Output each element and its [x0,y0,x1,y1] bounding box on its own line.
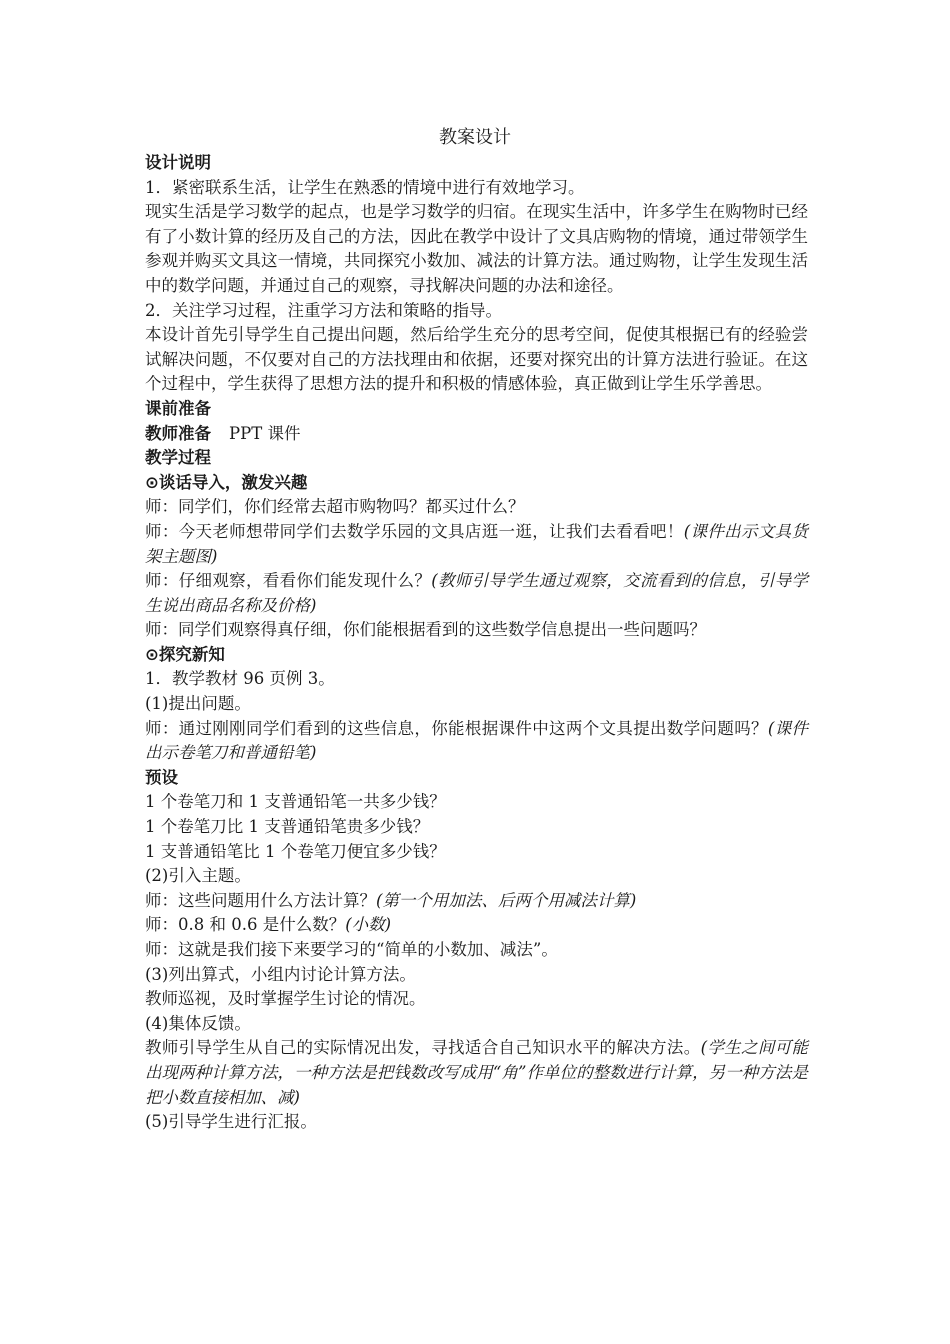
preset-question: 1 支普通铅笔比 1 个卷笔刀便宜多少钱？ [145,841,446,861]
point-2-paragraph: 本设计首先引导学生自己提出问题，然后给学生充分的思考空间，促使其根据已有的经验尝试解决问题，不仅要对自己的方法找理由和依据，还要对探究出的计算方法进行验证。在这个过程中，学生获得了思想方法的提升和积极的情感体验，真正做到让学生乐学善思。 [145,325,808,394]
dialogue-text: 师：仔细观察，看看你们能发现什么？ [145,571,432,591]
point-1-heading: 1．紧密联系生活，让学生在熟悉的情境中进行有效地学习。 [145,177,585,197]
list-item: 教师巡视，及时掌握学生讨论的情况。 [145,989,426,1009]
point-2-heading: 2．关注学习过程，注重学习方法和策略的指导。 [145,300,502,320]
dialogue-text: 师：这些问题用什么方法计算？ [145,890,376,910]
dialogue-line [145,569,808,618]
dialogue-line [145,520,808,569]
list-item: (5)引导学生进行汇报。 [145,1112,317,1132]
dialogue-text: 师：0.8 和 0.6 是什么数？ [145,915,346,935]
dialogue-line [145,717,808,766]
dialogue-line [145,1036,808,1110]
teacher-prep-line [145,422,808,447]
dialogue-text: 师：今天老师想带同学们去数学乐园的文具店逛一逛，让我们去看看吧！ [145,521,684,541]
section-heading-process: 教学过程 [145,448,211,468]
preset-question: 1 个卷笔刀比 1 支普通铅笔贵多少钱？ [145,817,430,837]
step-heading-explore: ⊙探究新知 [145,644,225,664]
preset-question: 1 个卷笔刀和 1 支普通铅笔一共多少钱？ [145,792,446,812]
teacher-note: (课件出示卷笔刀和普通铅笔) [145,718,809,763]
teacher-note: (课件出示文具货架主题图) [145,521,809,566]
section-heading-prep: 课前准备 [145,398,211,418]
list-item: (2)引入主题。 [145,866,251,886]
document-title: 教案设计 [439,127,511,148]
teacher-prep-label: 教师准备 [145,423,211,443]
dialogue-line: 师：同学们观察得真仔细，你们能根据看到的这些数学信息提出一些问题吗？ [145,620,706,640]
teacher-note: (第一个用加法、后两个用减法计算) [376,890,637,910]
dialogue-line [145,889,808,914]
teacher-note: (学生之间可能出现两种计算方法，一种方法是把钱数改写成用“角”作单位的整数进行计算，另一种方法是把小数直接相加、减) [145,1038,809,1107]
list-item: 1．教学教材 96 页例 3。 [145,669,335,689]
list-item: (3)列出算式，小组内讨论计算方法。 [145,964,416,984]
point-1-paragraph: 现实生活是学习数学的起点，也是学习数学的归宿。在现实生活中，许多学生在购物时已经有了小数计算的经历及自己的方法，因此在教学中设计了文具店购物的情境，通过带领学生参观并购买文具这一情境，共同探究小数加、减法的计算方法。通过购物，让学生发现生活中的数学问题，并通过自己的观察，寻找解决问题的办法和途径。 [145,202,808,295]
teacher-note: (教师引导学生通过观察，交流看到的信息，引导学生说出商品名称及价格) [145,571,809,615]
teacher-note: (小数) [345,915,392,935]
step-heading-intro: ⊙谈话导入，激发兴趣 [145,472,308,492]
teacher-prep-value: PPT 课件 [229,423,301,443]
list-item: (1)提出问题。 [145,694,251,714]
list-item: (4)集体反馈。 [145,1013,251,1033]
dialogue-text: 师：通过刚刚同学们看到的这些信息，你能根据课件中这两个文具提出数学问题吗？ [145,718,768,738]
dialogue-text: 教师引导学生从自己的实际情况出发，寻找适合自己知识水平的解决方法。 [145,1038,701,1058]
section-heading-design: 设计说明 [145,153,211,172]
dialogue-line: 师：这就是我们接下来要学习的“简单的小数加、减法”。 [145,940,558,959]
document-body [145,151,808,1135]
dialogue-line: 师：同学们，你们经常去超市购物吗？都买过什么？ [145,497,525,517]
preset-heading: 预设 [145,767,178,787]
dialogue-line [145,913,808,938]
